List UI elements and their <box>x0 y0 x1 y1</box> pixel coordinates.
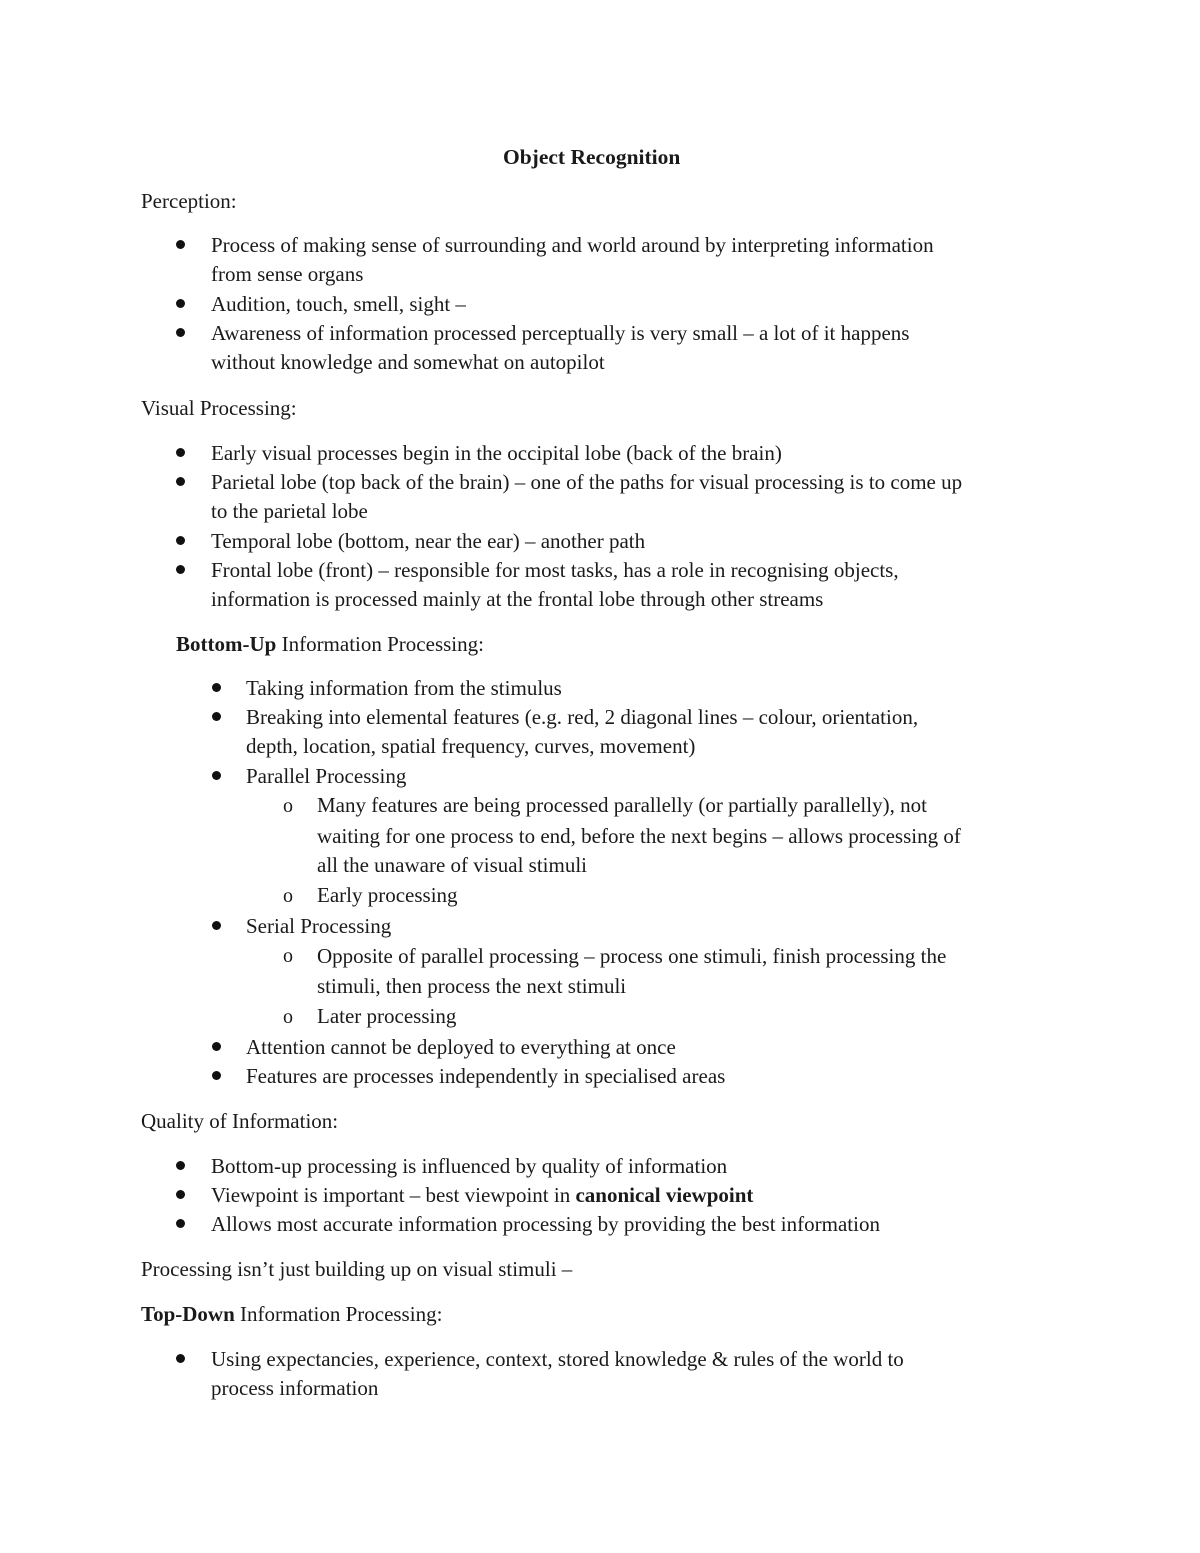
section-heading-top-down: Top-Down Information Processing: <box>141 1302 443 1326</box>
bullet-icon <box>212 683 221 692</box>
bullet-icon <box>212 921 221 930</box>
section-heading-perception: Perception: <box>141 189 237 213</box>
bullet-icon <box>176 328 185 337</box>
sub-list-item: Many features are being processed parallelly (or partially parallelly), not <box>317 793 927 817</box>
sub-list-item: Later processing <box>317 1004 457 1028</box>
sub-list-item-continuation: all the unaware of visual stimuli <box>317 853 588 877</box>
list-item: Bottom-up processing is influenced by quality of information <box>211 1154 728 1178</box>
list-item: Frontal lobe (front) – responsible for most tasks, has a role in recognising objects, <box>211 558 899 582</box>
list-item: Allows most accurate information processing by providing the best information <box>211 1212 880 1236</box>
page-title: Object Recognition <box>503 145 681 169</box>
list-item-continuation: process information <box>211 1376 379 1400</box>
bullet-icon <box>176 1219 185 1228</box>
list-item: Features are processes independently in specialised areas <box>246 1064 726 1088</box>
sub-bullet-icon: o <box>283 795 293 817</box>
list-item-continuation: information is processed mainly at the frontal lobe through other streams <box>211 587 824 611</box>
bullet-icon <box>176 565 185 574</box>
list-item: Viewpoint is important – best viewpoint in canonical viewpoint <box>211 1183 754 1207</box>
sub-bullet-icon: o <box>283 1006 293 1028</box>
bullet-icon <box>212 1042 221 1051</box>
list-item: Serial Processing <box>246 914 392 938</box>
bullet-icon <box>176 299 185 308</box>
bullet-icon <box>176 448 185 457</box>
section-heading-bottom-up: Bottom-Up Information Processing: <box>176 632 484 656</box>
list-item-continuation: from sense organs <box>211 262 364 286</box>
list-item: Parietal lobe (top back of the brain) – one of the paths for visual processing is to come up <box>211 470 963 494</box>
list-item-continuation: without knowledge and somewhat on autopilot <box>211 350 605 374</box>
section-heading-visual: Visual Processing: <box>141 396 297 420</box>
list-item: Early visual processes begin in the occipital lobe (back of the brain) <box>211 441 782 465</box>
sub-list-item: Early processing <box>317 883 458 907</box>
list-item: Parallel Processing <box>246 764 407 788</box>
bullet-icon <box>176 1354 185 1363</box>
list-item: Process of making sense of surrounding and world around by interpreting information <box>211 233 934 257</box>
bullet-icon <box>212 771 221 780</box>
list-item: Using expectancies, experience, context, stored knowledge & rules of the world to <box>211 1347 904 1371</box>
sub-list-item: Opposite of parallel processing – process one stimuli, finish processing the <box>317 944 947 968</box>
bullet-icon <box>176 477 185 486</box>
sub-bullet-icon: o <box>283 885 293 907</box>
bullet-icon <box>212 712 221 721</box>
bullet-icon <box>212 1071 221 1080</box>
list-item-continuation: depth, location, spatial frequency, curves, movement) <box>246 734 696 758</box>
bullet-icon <box>176 536 185 545</box>
bullet-icon <box>176 240 185 249</box>
sub-list-item-continuation: waiting for one process to end, before the next begins – allows processing of <box>317 824 961 848</box>
list-item: Attention cannot be deployed to everything at once <box>246 1035 676 1059</box>
section-heading-quality: Quality of Information: <box>141 1109 339 1133</box>
sub-bullet-icon: o <box>283 945 293 967</box>
list-item: Temporal lobe (bottom, near the ear) – another path <box>211 529 646 553</box>
list-item: Awareness of information processed perceptually is very small – a lot of it happens <box>211 321 910 345</box>
bullet-icon <box>176 1161 185 1170</box>
bullet-icon <box>176 1190 185 1199</box>
processing-note: Processing isn’t just building up on visual stimuli – <box>141 1257 573 1281</box>
list-item: Audition, touch, smell, sight – <box>211 292 466 316</box>
list-item: Taking information from the stimulus <box>246 676 562 700</box>
sub-list-item-continuation: stimuli, then process the next stimuli <box>317 974 627 998</box>
list-item: Breaking into elemental features (e.g. red, 2 diagonal lines – colour, orientation, <box>246 705 919 729</box>
list-item-continuation: to the parietal lobe <box>211 499 368 523</box>
